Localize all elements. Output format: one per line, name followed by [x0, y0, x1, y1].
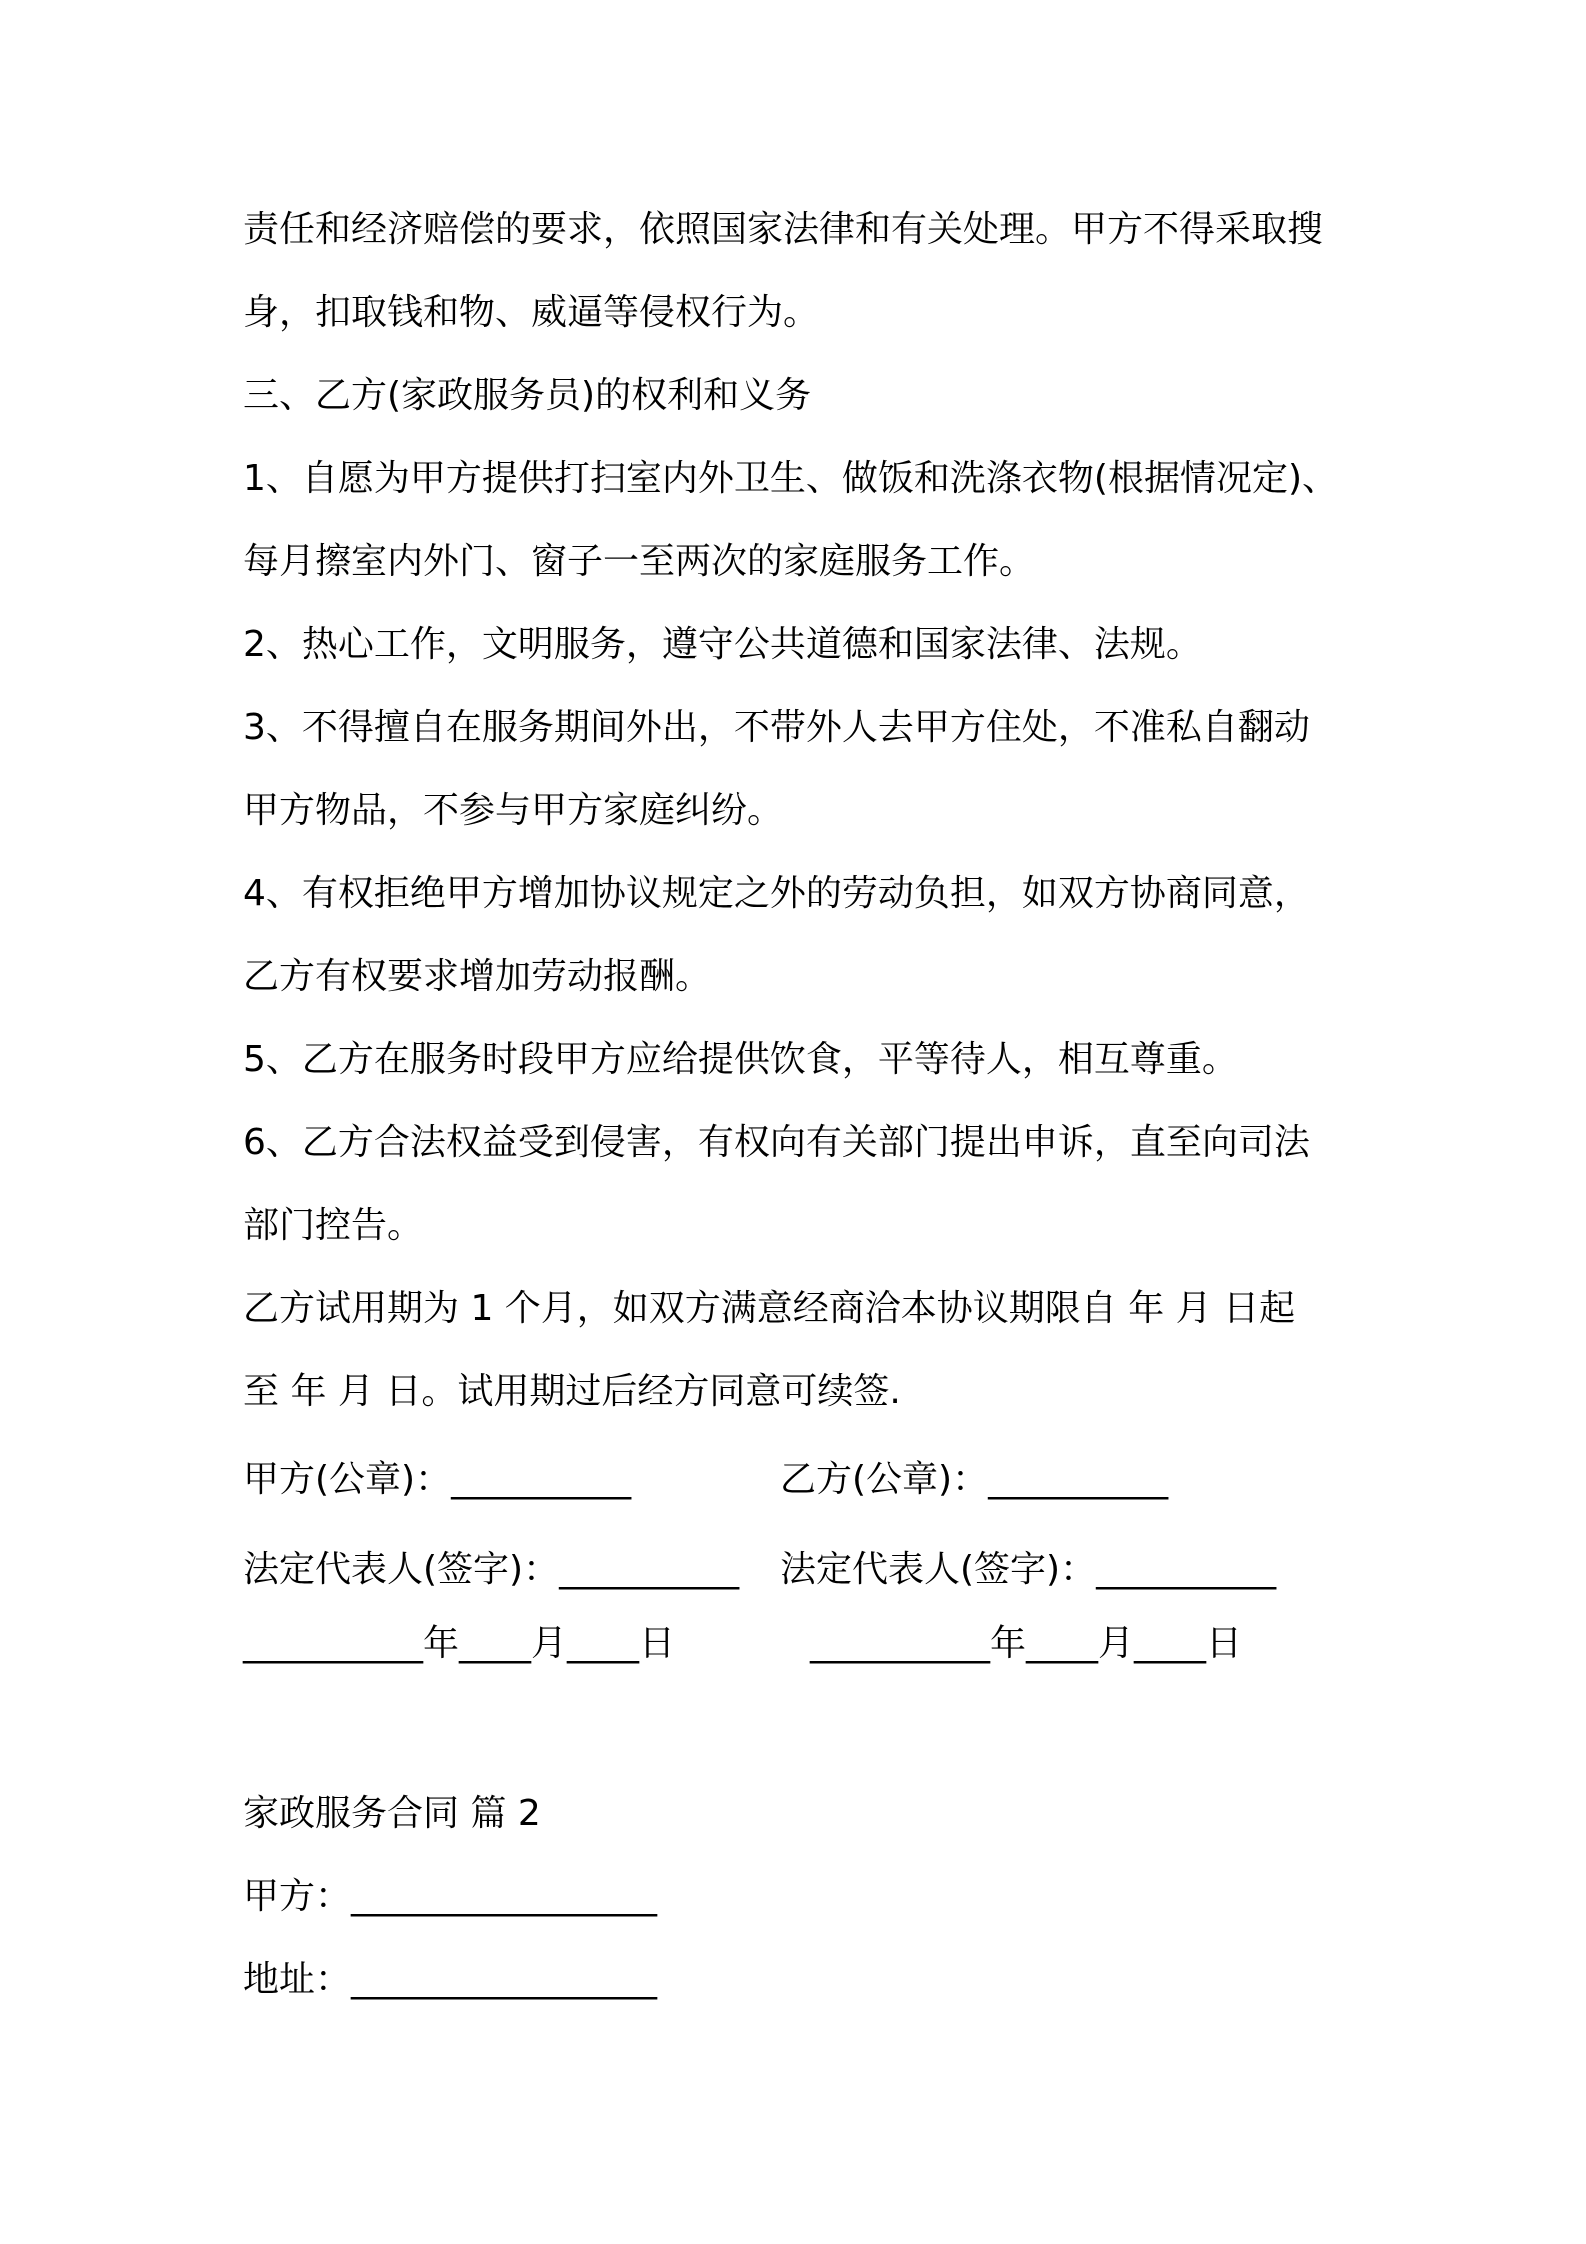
clause-5: 5、乙方在服务时段甲方应给提供饮食，平等待人，相互尊重。 — [243, 1039, 1238, 1080]
date-row — [243, 1623, 1242, 1664]
clause-2: 2、热心工作，文明服务，遵守公共道德和国家法律、法规。 — [243, 624, 1202, 665]
clause-6-line-1: 6、乙方合法权益受到侵害，有权向有关部门提出申诉，直至向司法 — [243, 1122, 1310, 1163]
trial-period-line-1: 乙方试用期为 1 个月，如双方满意经商洽本协议期限自 年 月 日起 — [243, 1288, 1296, 1329]
section-2-title: 家政服务合同 篇 2 — [243, 1793, 541, 1834]
seal-row — [243, 1459, 1169, 1500]
section-2-address: 地址：_________________ — [243, 1959, 658, 2000]
clause-3-line-1: 3、不得擅自在服务期间外出，不带外人去甲方住处，不准私自翻动 — [243, 707, 1310, 748]
clause-4-line-2: 乙方有权要求增加劳动报酬。 — [243, 956, 712, 997]
body-line-2: 身，扣取钱和物、威逼等侵权行为。 — [243, 292, 820, 333]
party-a-representative: 法定代表人(签字)：__________ — [243, 1549, 740, 1590]
clause-1-line-1: 1、自愿为甲方提供打扫室内外卫生、做饭和洗涤衣物(根据情况定)、 — [243, 458, 1338, 499]
party-b-representative: 法定代表人(签字)：__________ — [780, 1549, 1277, 1590]
clause-6-line-2: 部门控告。 — [243, 1205, 424, 1246]
party-a-seal: 甲方(公章)：__________ — [243, 1459, 632, 1500]
clause-4-line-1: 4、有权拒绝甲方增加协议规定之外的劳动负担，如双方协商同意， — [243, 873, 1310, 914]
body-line-1: 责任和经济赔偿的要求，依照国家法律和有关处理。甲方不得采取搜 — [243, 209, 1324, 250]
section-heading-3: 三、乙方(家政服务员)的权利和义务 — [243, 375, 812, 416]
clause-1-line-2: 每月擦室内外门、窗子一至两次的家庭服务工作。 — [243, 541, 1036, 582]
trial-period-line-2: 至 年 月 日。试用期过后经方同意可续签. — [243, 1371, 901, 1412]
party-b-seal: 乙方(公章)：__________ — [780, 1459, 1169, 1500]
representative-row — [243, 1549, 1277, 1590]
clause-3-line-2: 甲方物品，不参与甲方家庭纠纷。 — [243, 790, 784, 831]
party-a-date: __________年____月____日 — [243, 1623, 675, 1664]
section-2-party-a: 甲方：_________________ — [243, 1876, 658, 1917]
party-b-date: __________年____月____日 — [810, 1623, 1242, 1664]
